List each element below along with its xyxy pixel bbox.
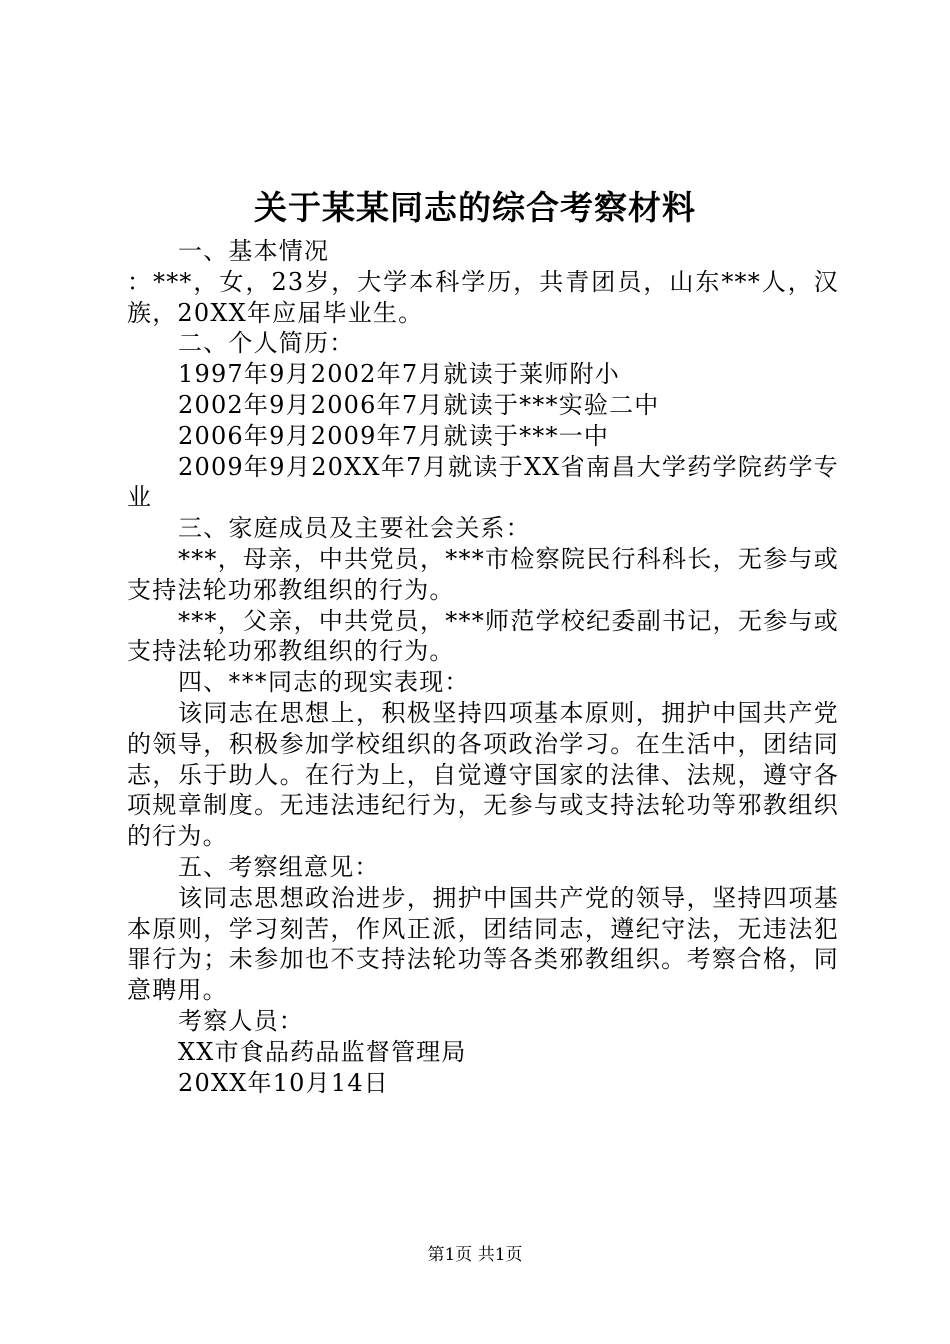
opinion-text: 该同志思想政治进步，拥护中国共产党的领导，坚持四项基本原则，学习刻苦，作风正派，团结同志，遵纪守法，无违法犯罪行为；未参加也不支持法轮功等各类邪教组织。考察合格，同意聘用。	[127, 883, 839, 1005]
section-heading-resume: 二、个人简历：	[178, 329, 355, 358]
resume-item: 2009年9月20XX年7月就读于XX省南昌大学药学院药学专业	[127, 452, 839, 512]
family-member-mother: ***，母亲，中共党员，***市检察院民行科科长，无参与或支持法轮功邪教组织的行为。	[127, 544, 839, 604]
family-member-father: ***，父亲，中共党员，***师范学校纪委副书记，无参与或支持法轮功邪教组织的行为。	[127, 606, 839, 666]
basic-info-text: ：***，女，23岁，大学本科学历，共青团员，山东***人，汉族，20XX年应届毕业生。	[127, 267, 839, 327]
signature-organization: XX市食品药品监督管理局	[178, 1037, 467, 1066]
resume-item: 2002年9月2006年7月就读于***实验二中	[178, 390, 660, 419]
page-footer: 第1页 共1页	[427, 1245, 523, 1265]
document-title: 关于某某同志的综合考察材料	[254, 188, 696, 227]
signature-date: 20XX年10月14日	[178, 1068, 389, 1097]
performance-text: 该同志在思想上，积极坚持四项基本原则，拥护中国共产党的领导，积极参加学校组织的各项政治学习。在生活中，团结同志，乐于助人。在行为上，自觉遵守国家的法律、法规，遵守各项规章制度。无违法违纪行为，无参与或支持法轮功等邪教组织的行为。	[127, 698, 839, 851]
resume-item: 2006年9月2009年7月就读于***一中	[178, 421, 610, 450]
signature-label: 考察人员：	[178, 1006, 304, 1035]
resume-item: 1997年9月2002年7月就读于莱师附小	[178, 360, 620, 389]
document-body	[127, 236, 839, 1098]
section-heading-basic-info: 一、基本情况	[178, 237, 330, 265]
section-heading-family: 三、家庭成员及主要社会关系：	[178, 514, 531, 543]
section-heading-opinion: 五、考察组意见：	[178, 852, 380, 881]
section-heading-performance: 四、***同志的现实表现：	[178, 668, 470, 697]
